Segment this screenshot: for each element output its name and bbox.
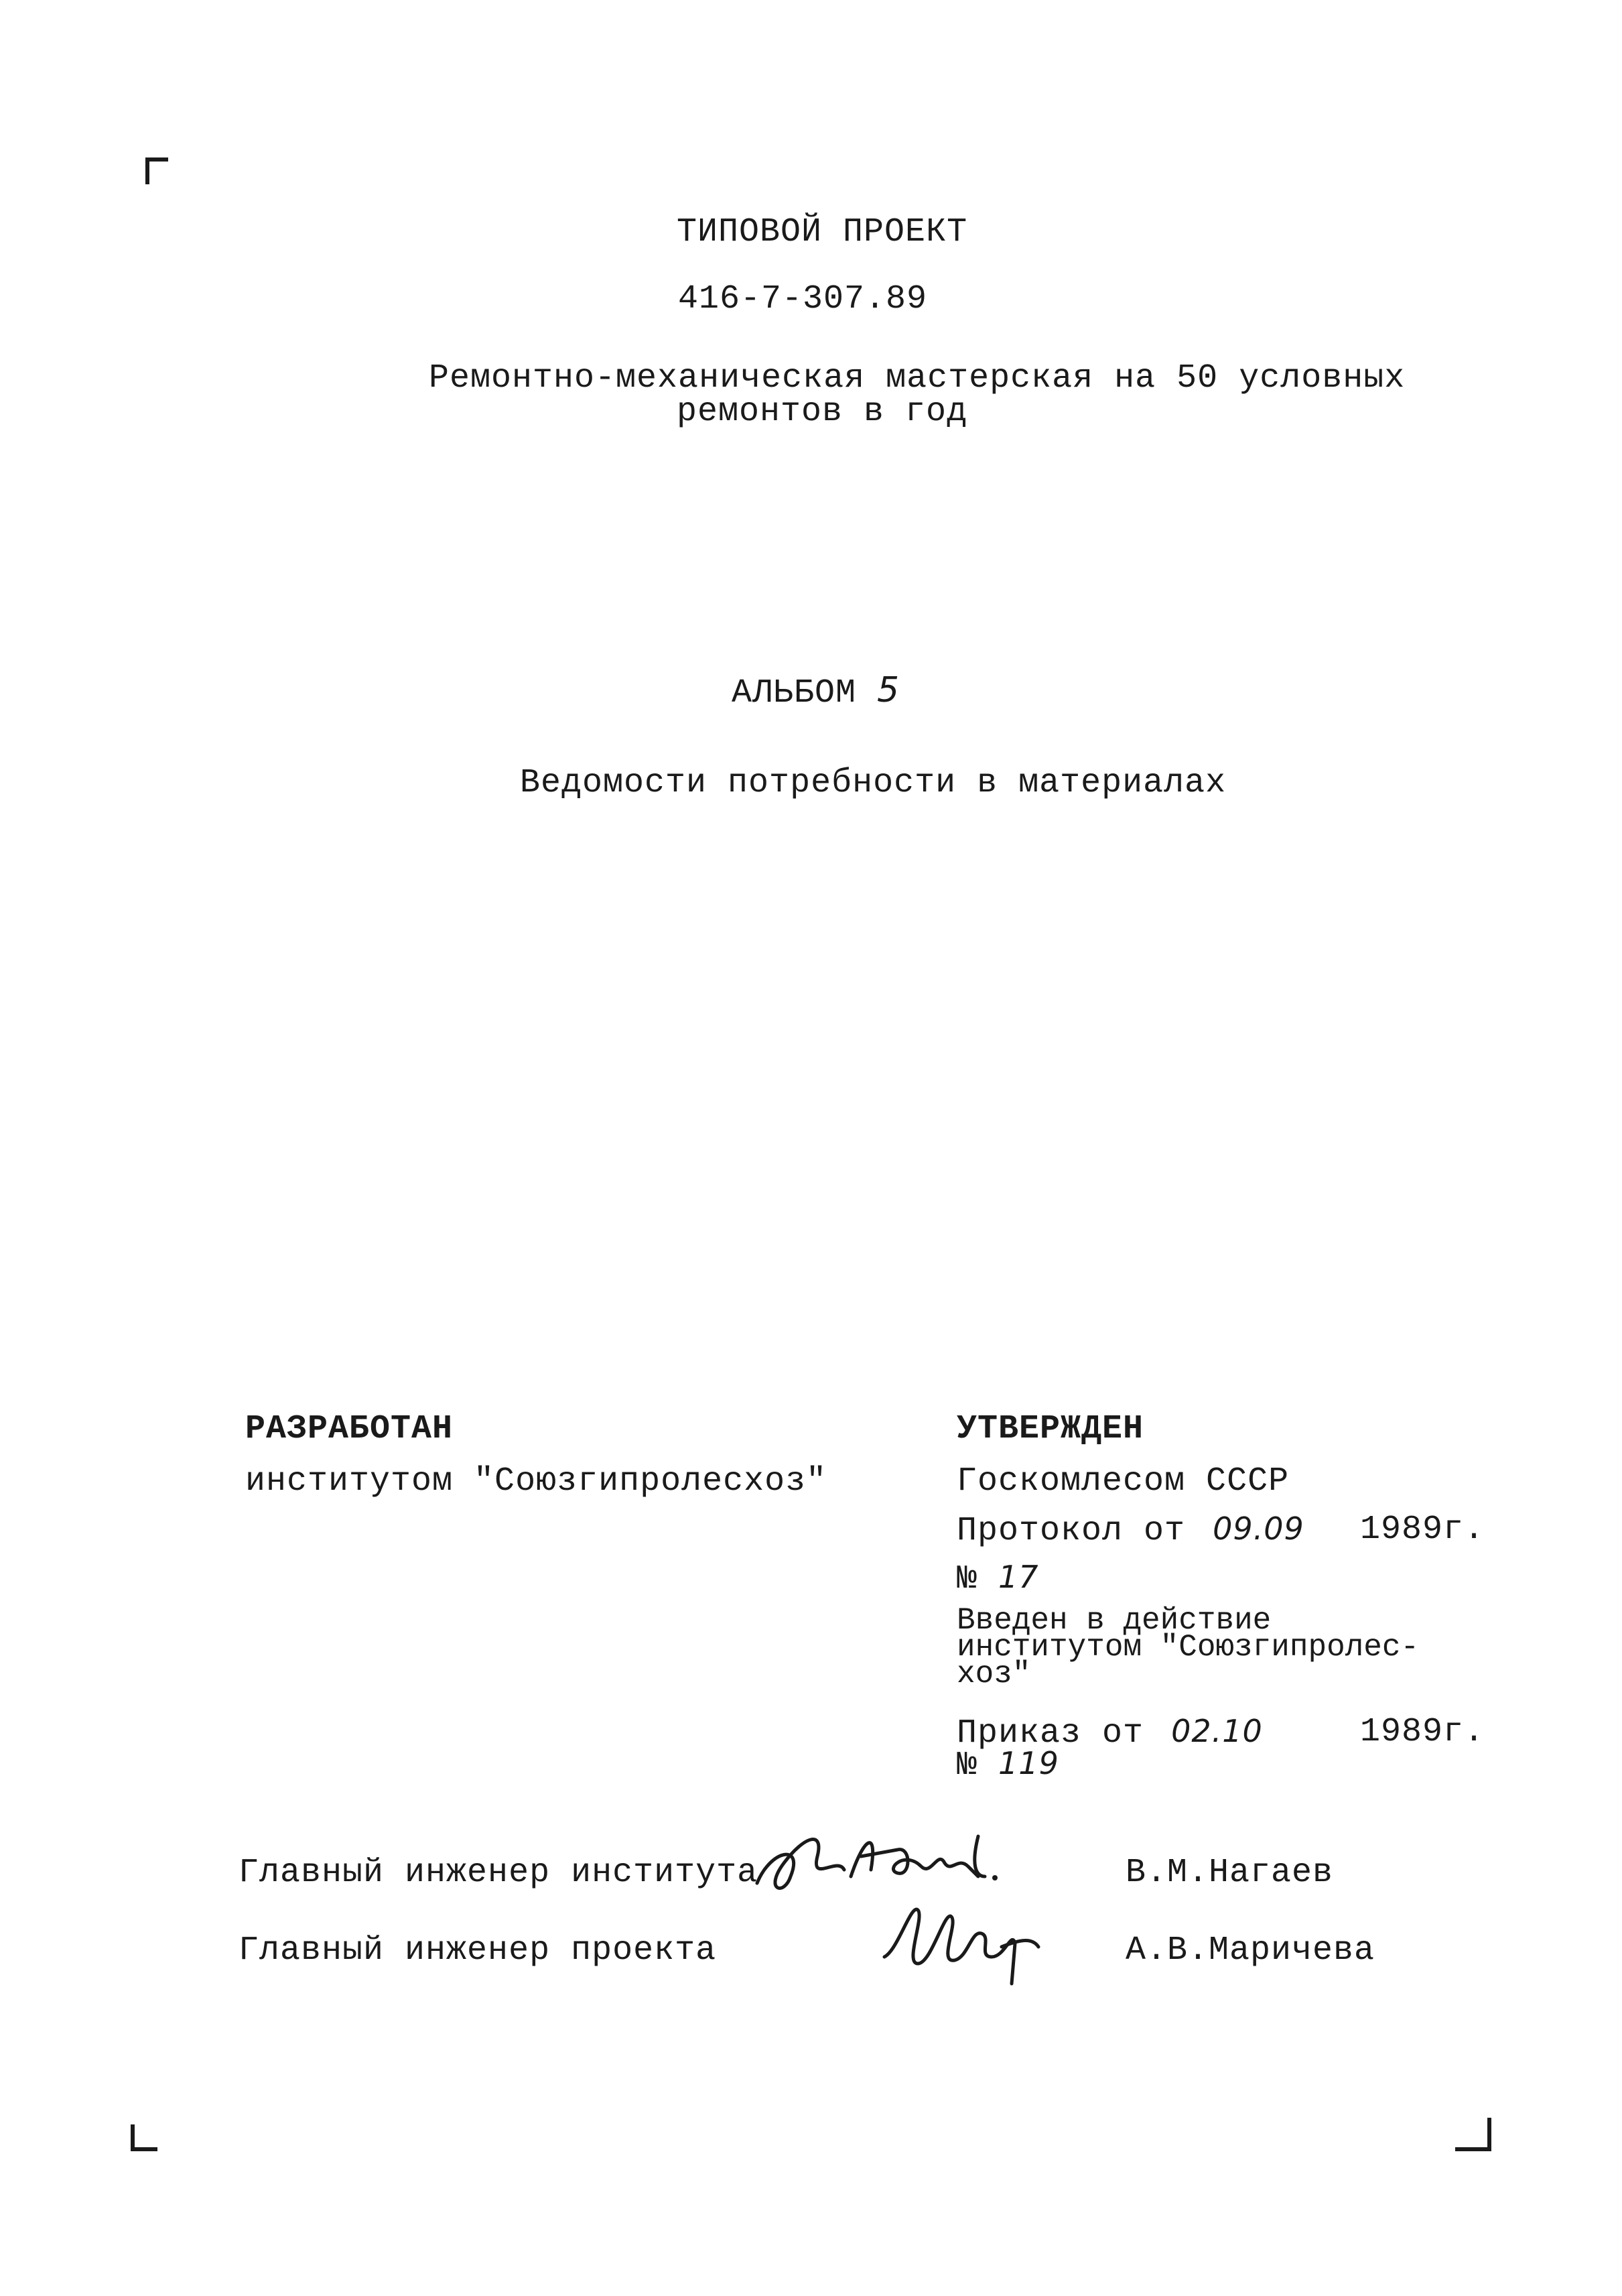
subject-line-2: ремонтов в год: [677, 393, 968, 431]
chief-engineer-project-label: Главный инженер проекта: [239, 1931, 717, 1970]
order-no: 119: [998, 1745, 1059, 1781]
album-title: Ведомости потребности в материалах: [520, 764, 1227, 802]
order-label: Приказ от: [957, 1714, 1144, 1752]
corner-mark-bottom-right: [1487, 2118, 1491, 2151]
corner-mark-top-left-bar: [145, 157, 168, 162]
protocol-no-line: [957, 1559, 1039, 1598]
introduced-line-2: институтом "Союзгипролес-: [957, 1630, 1420, 1665]
introduced-line-3: хоз": [957, 1657, 1031, 1692]
corner-mark-top-left: [145, 157, 149, 184]
doc-type-title: ТИПОВОЙ ПРОЕКТ: [677, 213, 968, 251]
approved-by: Госкомлесом СССР: [957, 1462, 1290, 1501]
chief-engineer-institute-name: В.М.Нагаев: [1126, 1854, 1334, 1892]
protocol-no: 17: [998, 1559, 1039, 1595]
corner-mark-bottom-right-bar: [1455, 2147, 1491, 2151]
chief-engineer-project-name: А.В.Маричева: [1126, 1931, 1375, 1970]
signature-marichev: [871, 1890, 1045, 1990]
order-no-label: №: [957, 1746, 978, 1785]
album-heading: [732, 670, 900, 712]
order-year: 1989г.: [1360, 1713, 1485, 1751]
doc-number: 416-7-307.89: [678, 280, 928, 318]
developed-heading: РАЗРАБОТАН: [245, 1410, 454, 1448]
developed-by: институтом "Союзгипролесхоз": [245, 1462, 827, 1501]
protocol-year: 1989г.: [1360, 1511, 1485, 1549]
approved-heading: УТВЕРЖДЕН: [957, 1410, 1144, 1448]
chief-engineer-institute-label: Главный инженер института: [239, 1854, 758, 1892]
album-number: 5: [877, 670, 900, 710]
album-label: АЛЬБОМ: [732, 674, 857, 712]
introduced-line-1: Введен в действие: [957, 1603, 1272, 1638]
subject-line-1: Ремонтно-механическая мастерская на 50 условных: [429, 359, 1406, 397]
order-no-line: [957, 1745, 1059, 1785]
protocol-no-label: №: [957, 1560, 978, 1598]
protocol-date: 09.09: [1213, 1511, 1304, 1547]
corner-mark-bottom-left-bar: [131, 2147, 157, 2151]
protocol-line: [957, 1511, 1304, 1550]
protocol-label: Протокол от: [957, 1512, 1186, 1550]
order-date: 02.10: [1171, 1713, 1263, 1749]
